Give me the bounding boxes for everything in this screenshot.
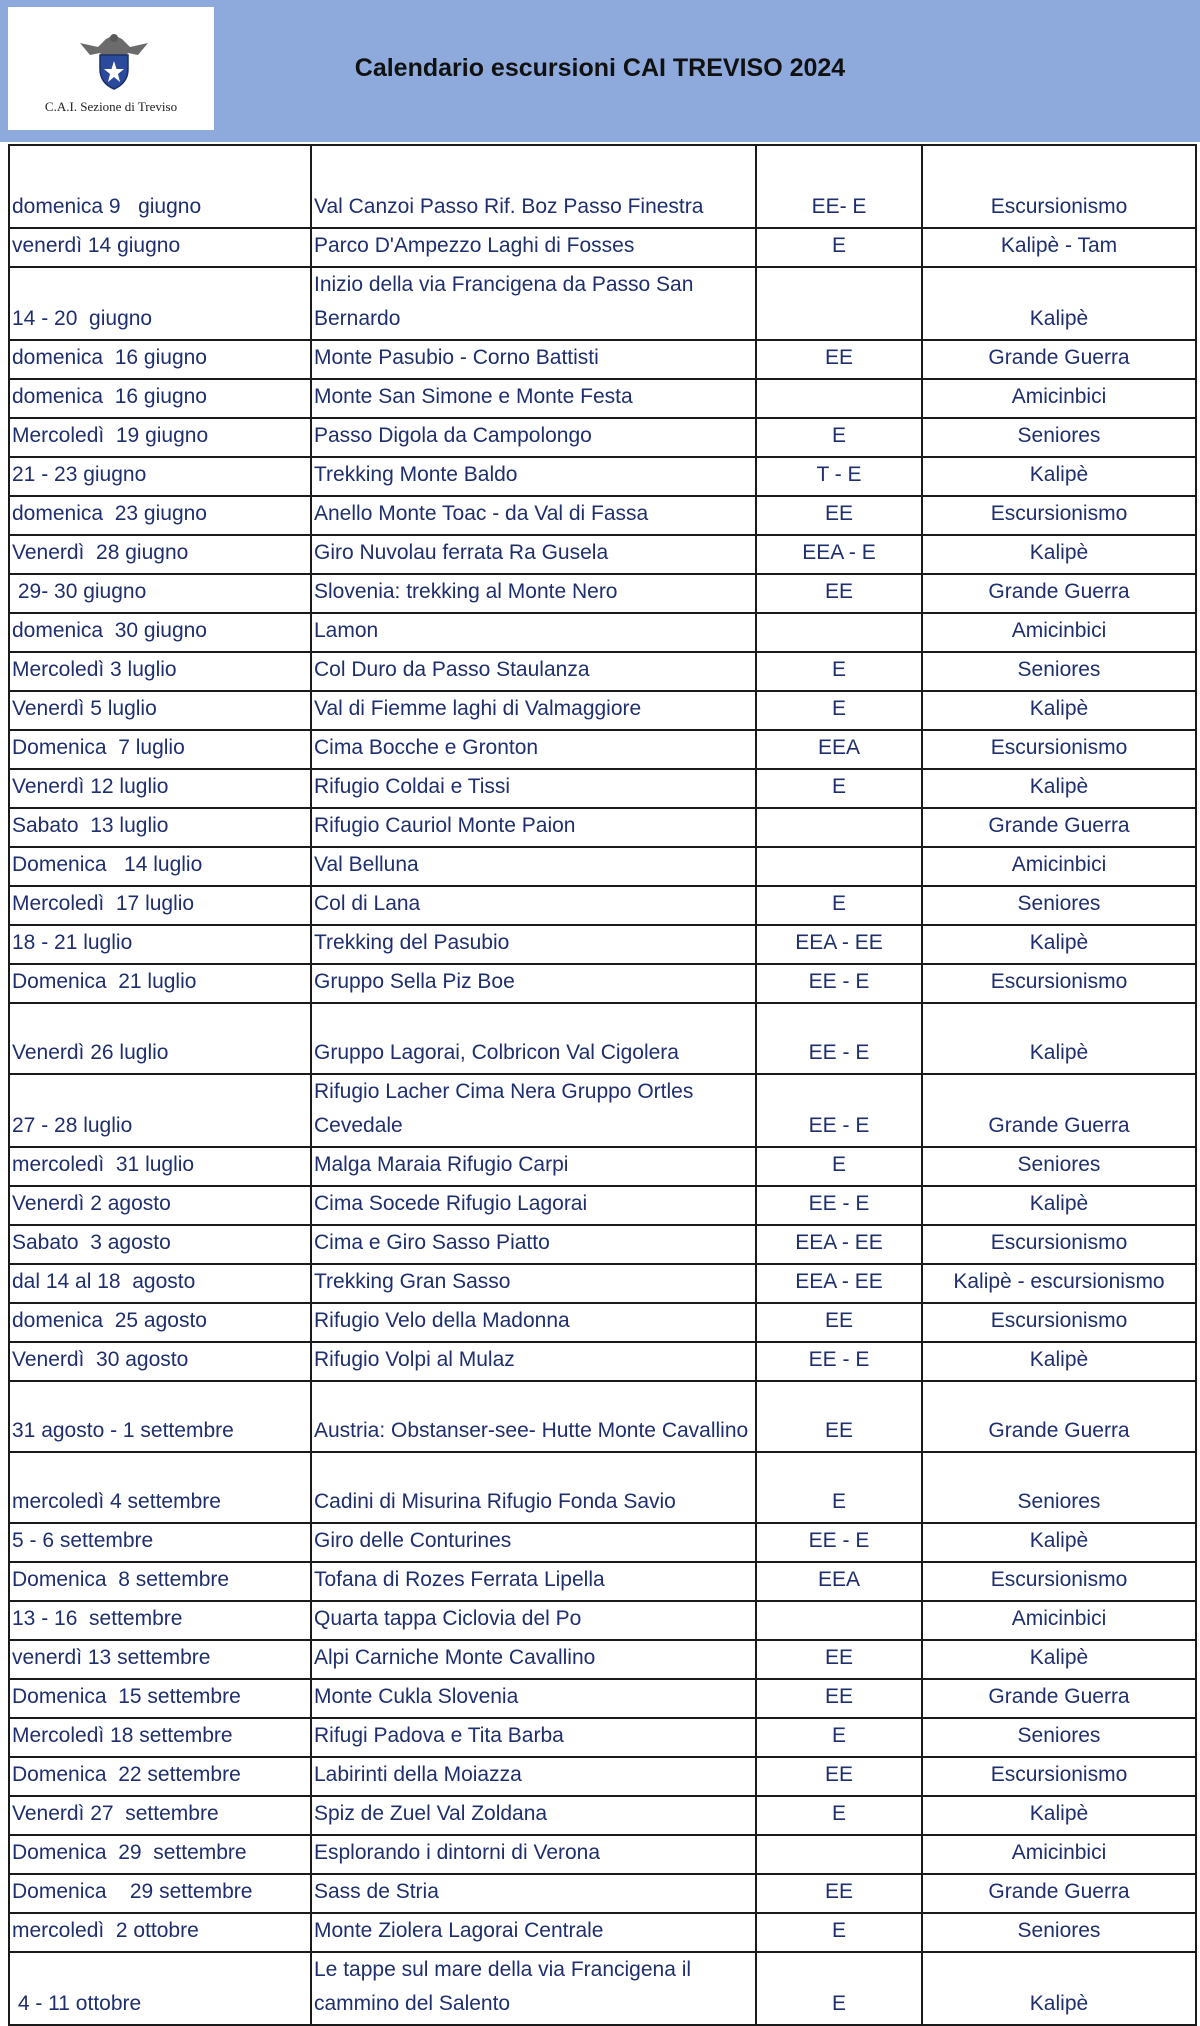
difficulty-cell: EE - E	[756, 1186, 922, 1225]
route-cell: Passo Digola da Campolongo	[311, 418, 756, 457]
table-row	[9, 574, 1196, 613]
difficulty-cell: E	[756, 418, 922, 457]
difficulty-cell: EE - E	[756, 1003, 922, 1074]
date-cell: 31 agosto - 1 settembre	[9, 1381, 311, 1452]
route-cell: Rifugio Volpi al Mulaz	[311, 1342, 756, 1381]
group-cell: Kalipè	[922, 1186, 1196, 1225]
table-row	[9, 769, 1196, 808]
table-row	[9, 457, 1196, 496]
table-row	[9, 1874, 1196, 1913]
route-cell: Col Duro da Passo Staulanza	[311, 652, 756, 691]
table-row	[9, 1601, 1196, 1640]
difficulty-cell: EE	[756, 1679, 922, 1718]
route-cell: Rifugi Padova e Tita Barba	[311, 1718, 756, 1757]
group-cell: Escursionismo	[922, 496, 1196, 535]
table-row	[9, 1452, 1196, 1523]
date-cell: Mercoledì 18 settembre	[9, 1718, 311, 1757]
difficulty-cell: EEA - EE	[756, 1264, 922, 1303]
difficulty-cell: E	[756, 769, 922, 808]
cai-logo	[8, 7, 214, 130]
table-row	[9, 808, 1196, 847]
table-row	[9, 691, 1196, 730]
group-cell: Seniores	[922, 652, 1196, 691]
date-cell: Domenica 22 settembre	[9, 1757, 311, 1796]
date-cell: Venerdì 26 luglio	[9, 1003, 311, 1074]
date-cell: domenica 16 giugno	[9, 340, 311, 379]
difficulty-cell: EE- E	[756, 145, 922, 228]
group-cell: Amicinbici	[922, 1601, 1196, 1640]
route-cell: Rifugio Velo della Madonna	[311, 1303, 756, 1342]
route-cell: Spiz de Zuel Val Zoldana	[311, 1796, 756, 1835]
route-cell: Cadini di Misurina Rifugio Fonda Savio	[311, 1452, 756, 1523]
difficulty-cell: EE	[756, 1640, 922, 1679]
date-cell: Sabato 13 luglio	[9, 808, 311, 847]
route-cell: Malga Maraia Rifugio Carpi	[311, 1147, 756, 1186]
group-cell: Seniores	[922, 886, 1196, 925]
group-cell: Kalipè - Tam	[922, 228, 1196, 267]
difficulty-cell: EE - E	[756, 1074, 922, 1147]
route-cell: Gruppo Lagorai, Colbricon Val Cigolera	[311, 1003, 756, 1074]
group-cell: Seniores	[922, 1913, 1196, 1952]
table-row	[9, 1147, 1196, 1186]
group-cell: Escursionismo	[922, 964, 1196, 1003]
difficulty-cell: EE - E	[756, 1523, 922, 1562]
table-row	[9, 340, 1196, 379]
table-row	[9, 1303, 1196, 1342]
route-cell: Val Belluna	[311, 847, 756, 886]
group-cell: Amicinbici	[922, 613, 1196, 652]
table-row	[9, 1003, 1196, 1074]
date-cell: Venerdì 27 settembre	[9, 1796, 311, 1835]
table-row	[9, 1952, 1196, 2025]
route-cell: Anello Monte Toac - da Val di Fassa	[311, 496, 756, 535]
route-cell: Col di Lana	[311, 886, 756, 925]
group-cell: Escursionismo	[922, 730, 1196, 769]
group-cell: Seniores	[922, 418, 1196, 457]
difficulty-cell: EE - E	[756, 1342, 922, 1381]
route-cell: Tofana di Rozes Ferrata Lipella	[311, 1562, 756, 1601]
table-row	[9, 1225, 1196, 1264]
date-cell: Domenica 21 luglio	[9, 964, 311, 1003]
date-cell: Venerdì 28 giugno	[9, 535, 311, 574]
page-title: Calendario escursioni CAI TREVISO 2024	[354, 54, 846, 82]
table-row	[9, 925, 1196, 964]
table-row	[9, 1913, 1196, 1952]
eagle-shield-icon	[78, 29, 150, 91]
date-cell: venerdì 13 settembre	[9, 1640, 311, 1679]
date-cell: mercoledì 4 settembre	[9, 1452, 311, 1523]
table-row	[9, 1523, 1196, 1562]
route-cell: Trekking Gran Sasso	[311, 1264, 756, 1303]
date-cell: 13 - 16 settembre	[9, 1601, 311, 1640]
date-cell: domenica 25 agosto	[9, 1303, 311, 1342]
table-row	[9, 730, 1196, 769]
group-cell: Escursionismo	[922, 1562, 1196, 1601]
difficulty-cell	[756, 847, 922, 886]
group-cell: Grande Guerra	[922, 340, 1196, 379]
table-row	[9, 1640, 1196, 1679]
table-row	[9, 1562, 1196, 1601]
date-cell: Domenica 8 settembre	[9, 1562, 311, 1601]
group-cell: Grande Guerra	[922, 1679, 1196, 1718]
table-row	[9, 1264, 1196, 1303]
table-row	[9, 1757, 1196, 1796]
group-cell: Escursionismo	[922, 1303, 1196, 1342]
route-cell: Monte Pasubio - Corno Battisti	[311, 340, 756, 379]
group-cell: Kalipè	[922, 1796, 1196, 1835]
route-cell: Cima Socede Rifugio Lagorai	[311, 1186, 756, 1225]
date-cell: 29- 30 giugno	[9, 574, 311, 613]
difficulty-cell: EE - E	[756, 964, 922, 1003]
date-cell: mercoledì 31 luglio	[9, 1147, 311, 1186]
difficulty-cell: EE	[756, 340, 922, 379]
route-cell: Val di Fiemme laghi di Valmaggiore	[311, 691, 756, 730]
group-cell: Kalipè	[922, 1952, 1196, 2025]
group-cell: Kalipè	[922, 691, 1196, 730]
route-cell: Trekking del Pasubio	[311, 925, 756, 964]
table-row	[9, 228, 1196, 267]
table-row	[9, 1679, 1196, 1718]
difficulty-cell	[756, 267, 922, 340]
date-cell: Venerdì 12 luglio	[9, 769, 311, 808]
route-cell: Lamon	[311, 613, 756, 652]
date-cell: Sabato 3 agosto	[9, 1225, 311, 1264]
route-cell: Trekking Monte Baldo	[311, 457, 756, 496]
route-cell: Le tappe sul mare della via Francigena il cammino del Salento	[311, 1952, 756, 2025]
route-cell: Monte Ziolera Lagorai Centrale	[311, 1913, 756, 1952]
date-cell: Mercoledì 3 luglio	[9, 652, 311, 691]
route-cell: Slovenia: trekking al Monte Nero	[311, 574, 756, 613]
route-cell: Giro delle Conturines	[311, 1523, 756, 1562]
group-cell: Amicinbici	[922, 1835, 1196, 1874]
route-cell: Inizio della via Francigena da Passo San Bernardo	[311, 267, 756, 340]
date-cell: Venerdì 30 agosto	[9, 1342, 311, 1381]
difficulty-cell: EEA - EE	[756, 1225, 922, 1264]
table-row	[9, 535, 1196, 574]
table-row	[9, 496, 1196, 535]
difficulty-cell: EE	[756, 1757, 922, 1796]
group-cell: Grande Guerra	[922, 574, 1196, 613]
difficulty-cell	[756, 808, 922, 847]
difficulty-cell: E	[756, 1913, 922, 1952]
route-cell: Cima Bocche e Gronton	[311, 730, 756, 769]
route-cell: Sass de Stria	[311, 1874, 756, 1913]
date-cell: 27 - 28 luglio	[9, 1074, 311, 1147]
date-cell: domenica 23 giugno	[9, 496, 311, 535]
route-cell: Monte Cukla Slovenia	[311, 1679, 756, 1718]
route-cell: Labirinti della Moiazza	[311, 1757, 756, 1796]
table-row	[9, 145, 1196, 228]
table-row	[9, 1342, 1196, 1381]
difficulty-cell	[756, 379, 922, 418]
difficulty-cell: EE	[756, 1874, 922, 1913]
date-cell: Domenica 15 settembre	[9, 1679, 311, 1718]
excursion-calendar-table	[8, 144, 1197, 2026]
table-row	[9, 1186, 1196, 1225]
route-cell: Parco D'Ampezzo Laghi di Fosses	[311, 228, 756, 267]
group-cell: Grande Guerra	[922, 808, 1196, 847]
group-cell: Kalipè	[922, 769, 1196, 808]
date-cell: Mercoledì 19 giugno	[9, 418, 311, 457]
table-row	[9, 1074, 1196, 1147]
difficulty-cell	[756, 613, 922, 652]
difficulty-cell: E	[756, 1796, 922, 1835]
group-cell: Kalipè	[922, 1523, 1196, 1562]
group-cell: Kalipè	[922, 1342, 1196, 1381]
group-cell: Grande Guerra	[922, 1074, 1196, 1147]
difficulty-cell: EEA	[756, 1562, 922, 1601]
difficulty-cell: EEA	[756, 730, 922, 769]
difficulty-cell	[756, 1835, 922, 1874]
difficulty-cell: E	[756, 1147, 922, 1186]
group-cell: Kalipè - escursionismo	[922, 1264, 1196, 1303]
table-row	[9, 886, 1196, 925]
route-cell: Val Canzoi Passo Rif. Boz Passo Finestra	[311, 145, 756, 228]
group-cell: Amicinbici	[922, 379, 1196, 418]
date-cell: Domenica 29 settembre	[9, 1835, 311, 1874]
header-banner	[0, 0, 1200, 142]
group-cell: Kalipè	[922, 457, 1196, 496]
difficulty-cell	[756, 1601, 922, 1640]
group-cell: Grande Guerra	[922, 1381, 1196, 1452]
group-cell: Grande Guerra	[922, 1874, 1196, 1913]
difficulty-cell: E	[756, 1952, 922, 2025]
date-cell: 21 - 23 giugno	[9, 457, 311, 496]
table-row	[9, 1796, 1196, 1835]
route-cell: Austria: Obstanser-see- Hutte Monte Cavallino	[311, 1381, 756, 1452]
table-row	[9, 418, 1196, 457]
date-cell: mercoledì 2 ottobre	[9, 1913, 311, 1952]
table-row	[9, 379, 1196, 418]
group-cell: Seniores	[922, 1718, 1196, 1757]
date-cell: Domenica 14 luglio	[9, 847, 311, 886]
group-cell: Amicinbici	[922, 847, 1196, 886]
date-cell: Venerdì 5 luglio	[9, 691, 311, 730]
route-cell: Esplorando i dintorni di Verona	[311, 1835, 756, 1874]
difficulty-cell: EEA - E	[756, 535, 922, 574]
group-cell: Kalipè	[922, 925, 1196, 964]
date-cell: domenica 30 giugno	[9, 613, 311, 652]
route-cell: Rifugio Cauriol Monte Paion	[311, 808, 756, 847]
date-cell: 14 - 20 giugno	[9, 267, 311, 340]
difficulty-cell: E	[756, 228, 922, 267]
group-cell: Kalipè	[922, 267, 1196, 340]
difficulty-cell: E	[756, 652, 922, 691]
group-cell: Kalipè	[922, 1640, 1196, 1679]
logo-caption: C.A.I. Sezione di Treviso	[44, 99, 178, 114]
table-row	[9, 1718, 1196, 1757]
date-cell: Domenica 29 settembre	[9, 1874, 311, 1913]
date-cell: 18 - 21 luglio	[9, 925, 311, 964]
difficulty-cell: E	[756, 1452, 922, 1523]
route-cell: Gruppo Sella Piz Boe	[311, 964, 756, 1003]
group-cell: Seniores	[922, 1452, 1196, 1523]
group-cell: Escursionismo	[922, 1757, 1196, 1796]
group-cell: Kalipè	[922, 535, 1196, 574]
difficulty-cell: EE	[756, 496, 922, 535]
date-cell: dal 14 al 18 agosto	[9, 1264, 311, 1303]
group-cell: Escursionismo	[922, 145, 1196, 228]
group-cell: Seniores	[922, 1147, 1196, 1186]
route-cell: Rifugio Coldai e Tissi	[311, 769, 756, 808]
route-cell: Quarta tappa Ciclovia del Po	[311, 1601, 756, 1640]
difficulty-cell: E	[756, 886, 922, 925]
difficulty-cell: EE	[756, 1381, 922, 1452]
route-cell: Cima e Giro Sasso Piatto	[311, 1225, 756, 1264]
route-cell: Monte San Simone e Monte Festa	[311, 379, 756, 418]
route-cell: Rifugio Lacher Cima Nera Gruppo Ortles Cevedale	[311, 1074, 756, 1147]
group-cell: Escursionismo	[922, 1225, 1196, 1264]
date-cell: 4 - 11 ottobre	[9, 1952, 311, 2025]
date-cell: domenica 9 giugno	[9, 145, 311, 228]
date-cell: domenica 16 giugno	[9, 379, 311, 418]
difficulty-cell: E	[756, 1718, 922, 1757]
date-cell: Mercoledì 17 luglio	[9, 886, 311, 925]
difficulty-cell: EE	[756, 1303, 922, 1342]
difficulty-cell: EE	[756, 574, 922, 613]
difficulty-cell: E	[756, 691, 922, 730]
route-cell: Giro Nuvolau ferrata Ra Gusela	[311, 535, 756, 574]
group-cell: Kalipè	[922, 1003, 1196, 1074]
table-row	[9, 652, 1196, 691]
difficulty-cell: EEA - EE	[756, 925, 922, 964]
table-row	[9, 964, 1196, 1003]
date-cell: Venerdì 2 agosto	[9, 1186, 311, 1225]
table-row	[9, 1835, 1196, 1874]
date-cell: venerdì 14 giugno	[9, 228, 311, 267]
date-cell: Domenica 7 luglio	[9, 730, 311, 769]
difficulty-cell: T - E	[756, 457, 922, 496]
table-row	[9, 613, 1196, 652]
route-cell: Alpi Carniche Monte Cavallino	[311, 1640, 756, 1679]
table-row	[9, 267, 1196, 340]
date-cell: 5 - 6 settembre	[9, 1523, 311, 1562]
table-row	[9, 847, 1196, 886]
table-row	[9, 1381, 1196, 1452]
